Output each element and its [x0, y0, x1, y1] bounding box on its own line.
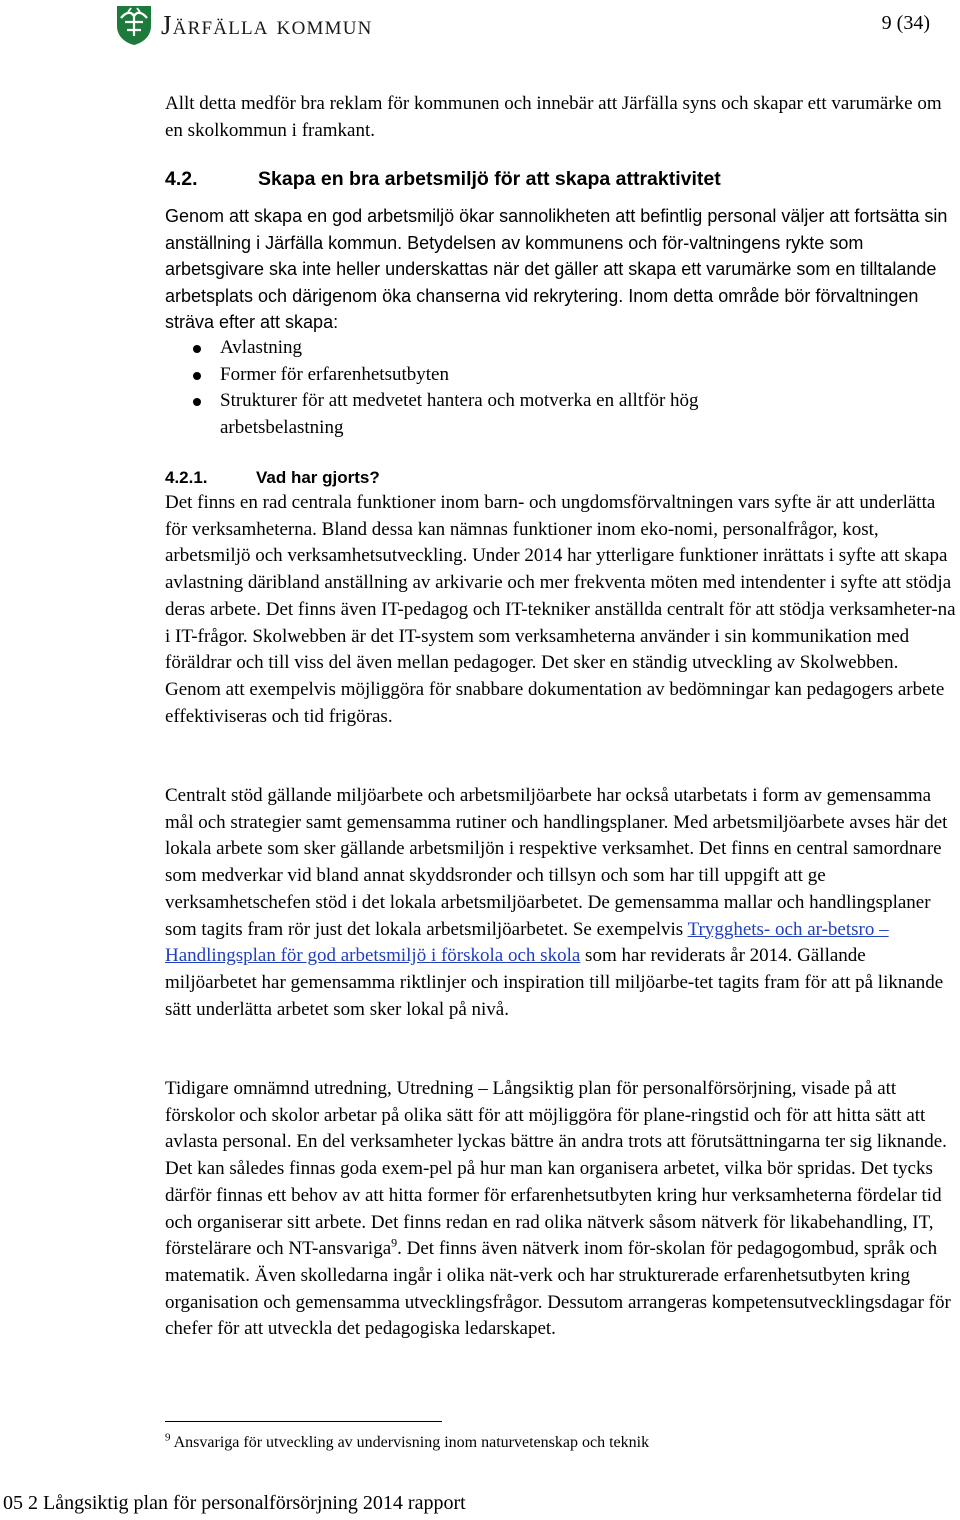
section-paragraph: Genom att skapa en god arbetsmiljö ökar sannolikheten att befintlig personal väljer att fortsätta sin anställning i Järfälla kommun. Betydelsen av kommunens och för-valtningens rykte som arbetsgivare ska inte heller underskattas när det gäller att skapa ett varumärke som en tilltalande arbetsplats och därigenom öka chanserna vid rekrytering. Inom detta område bör förvaltningen sträva efter att skapa:: [165, 206, 948, 333]
footnote-reference[interactable]: 9: [391, 1235, 398, 1250]
bullet-list: [193, 335, 893, 442]
paragraph-text: som har reviderats år 2014. Gällande miljöarbetet har gemensamma riktlinjer och inspiration till miljöarbe-tet tagits fram för att på liknande sätt underlätta arbetet som sker lokal på nivå.: [165, 945, 944, 1020]
section-heading: [165, 168, 721, 191]
list-item: Former för erfarenhetsutbyten: [193, 362, 893, 389]
section-number: 4.2.: [165, 168, 198, 190]
paragraph-text: . Det finns även nätverk inom för-skolan för pedagogombud, språk och matematik. Även skolledarna ingår i olika nät-verk och har strukturerade erfarenhetsutbyten kring organisation och gemensamma utvecklingsfrågor. Dessutom arrangeras kompetensutvecklingsdagar för chefer för att utveckla det pedagogiska ledarskapet.: [165, 1238, 951, 1340]
footnote: [165, 1431, 650, 1452]
paragraph-text: Tidigare omnämnd utredning, Utredning – Långsiktig plan för personalförsörjning, visade på att förskolor och skolor arbetar på olika sätt för att möjliggöra för plane-ringstid och för att hitta sätt att avlasta personal. En del verksamheter lyckas bättre än andra trots att förutsättningarna ter sig liknande. Det kan således finnas goda exem-pel på hur man kan organisera arbetet, vilka bör spridas. Det tycks därför finnas ett behov av att hitta former för erfarenhetsutbyten kring hur verksamheterna fördelar tid och organiserar sitt arbete. Det finns redan en rad olika nätverk såsom nätverk för likabehandling, IT, förstelärare och NT-ansvariga: [165, 1078, 947, 1260]
footnote-number: 9: [165, 1431, 171, 1444]
footnote-text: Ansvariga för utveckling av undervisning inom naturvetenskap och teknik: [173, 1434, 650, 1451]
paragraph-text: Centralt stöd gällande miljöarbete och arbetsmiljöarbete har också utarbetats i form av gemensamma mål och strategier samt gemensamma rutiner och handlingsplaner. Med arbetsmiljöarbete avses här det lokala arbete som sker gällande arbetsmiljön i respektive verksamhet. Det finns en central samordnare som medverkar vid bland annat skyddsronder och tillsyn och som har till uppgift att ge verksamhetschefen stöd i det lokala arbetsmiljöarbetet. De gemensamma mallar och handlingsplaner som tagits fram rör just det lokala arbetsmiljöarbetet. Se exempelvis: [165, 785, 948, 940]
list-item: Avlastning: [193, 335, 893, 362]
paragraph-central-functions: Det finns en rad centrala funktioner inom barn- och ungdomsförvaltningen vars syfte är att underlätta för verksamheterna. Bland dessa kan nämnas funktioner inom eko-nomi, personalfrågor, kost, arbetsmiljö och verksamhetsutveckling. Under 2014 har ytterligare funktioner inrättats i syfte att skapa avlastning däribland anställning av arkivarie och mer frekventa möten med intendenter i syfte att stödja deras arbete. Det finns även IT-pedagog och IT-tekniker anställda centralt för att stödja verksamheter-na i IT-frågor. Skolwebben är det IT-system som verksamheterna använder i sin kommunikation med föräldrar och till viss del även mellan pedagoger. Det sker en ständig utveckling av Skolwebben. Genom att exempelvis möjliggöra för snabbare dokumentation av bedömningar kan pedagogers arbete effektiviseras och tid frigöras.: [165, 492, 956, 727]
logo-text: Järfälla kommun: [161, 9, 373, 40]
page-number: 9 (34): [881, 12, 930, 34]
list-item: Strukturer för att medvetet hantera och motverka en alltför hög arbetsbelastning: [193, 388, 810, 441]
section-title: Skapa en bra arbetsmiljö för att skapa attraktivitet: [258, 168, 721, 190]
subsection-title: Vad har gjorts?: [256, 468, 380, 487]
document-footer: 05 2 Långsiktig plan för personalförsörjning 2014 rapport: [3, 1492, 466, 1514]
paragraph-environment-work: [165, 783, 957, 1023]
handlingsplan-link[interactable]: Trygghets- och ar-betsro – Handlingsplan för god arbetsmiljö i förskola och skola: [165, 918, 889, 967]
paragraph-earlier-investigation: [165, 1076, 957, 1343]
subsection-heading: [165, 468, 380, 488]
coat-of-arms-icon: [115, 4, 153, 46]
subsection-number: 4.2.1.: [165, 468, 208, 487]
municipality-logo: [115, 4, 373, 46]
footnote-divider: [165, 1421, 442, 1422]
intro-paragraph: Allt detta medför bra reklam för kommunen och innebär att Järfälla syns och skapar ett varumärke om en skolkommun i framkant.: [165, 93, 942, 141]
